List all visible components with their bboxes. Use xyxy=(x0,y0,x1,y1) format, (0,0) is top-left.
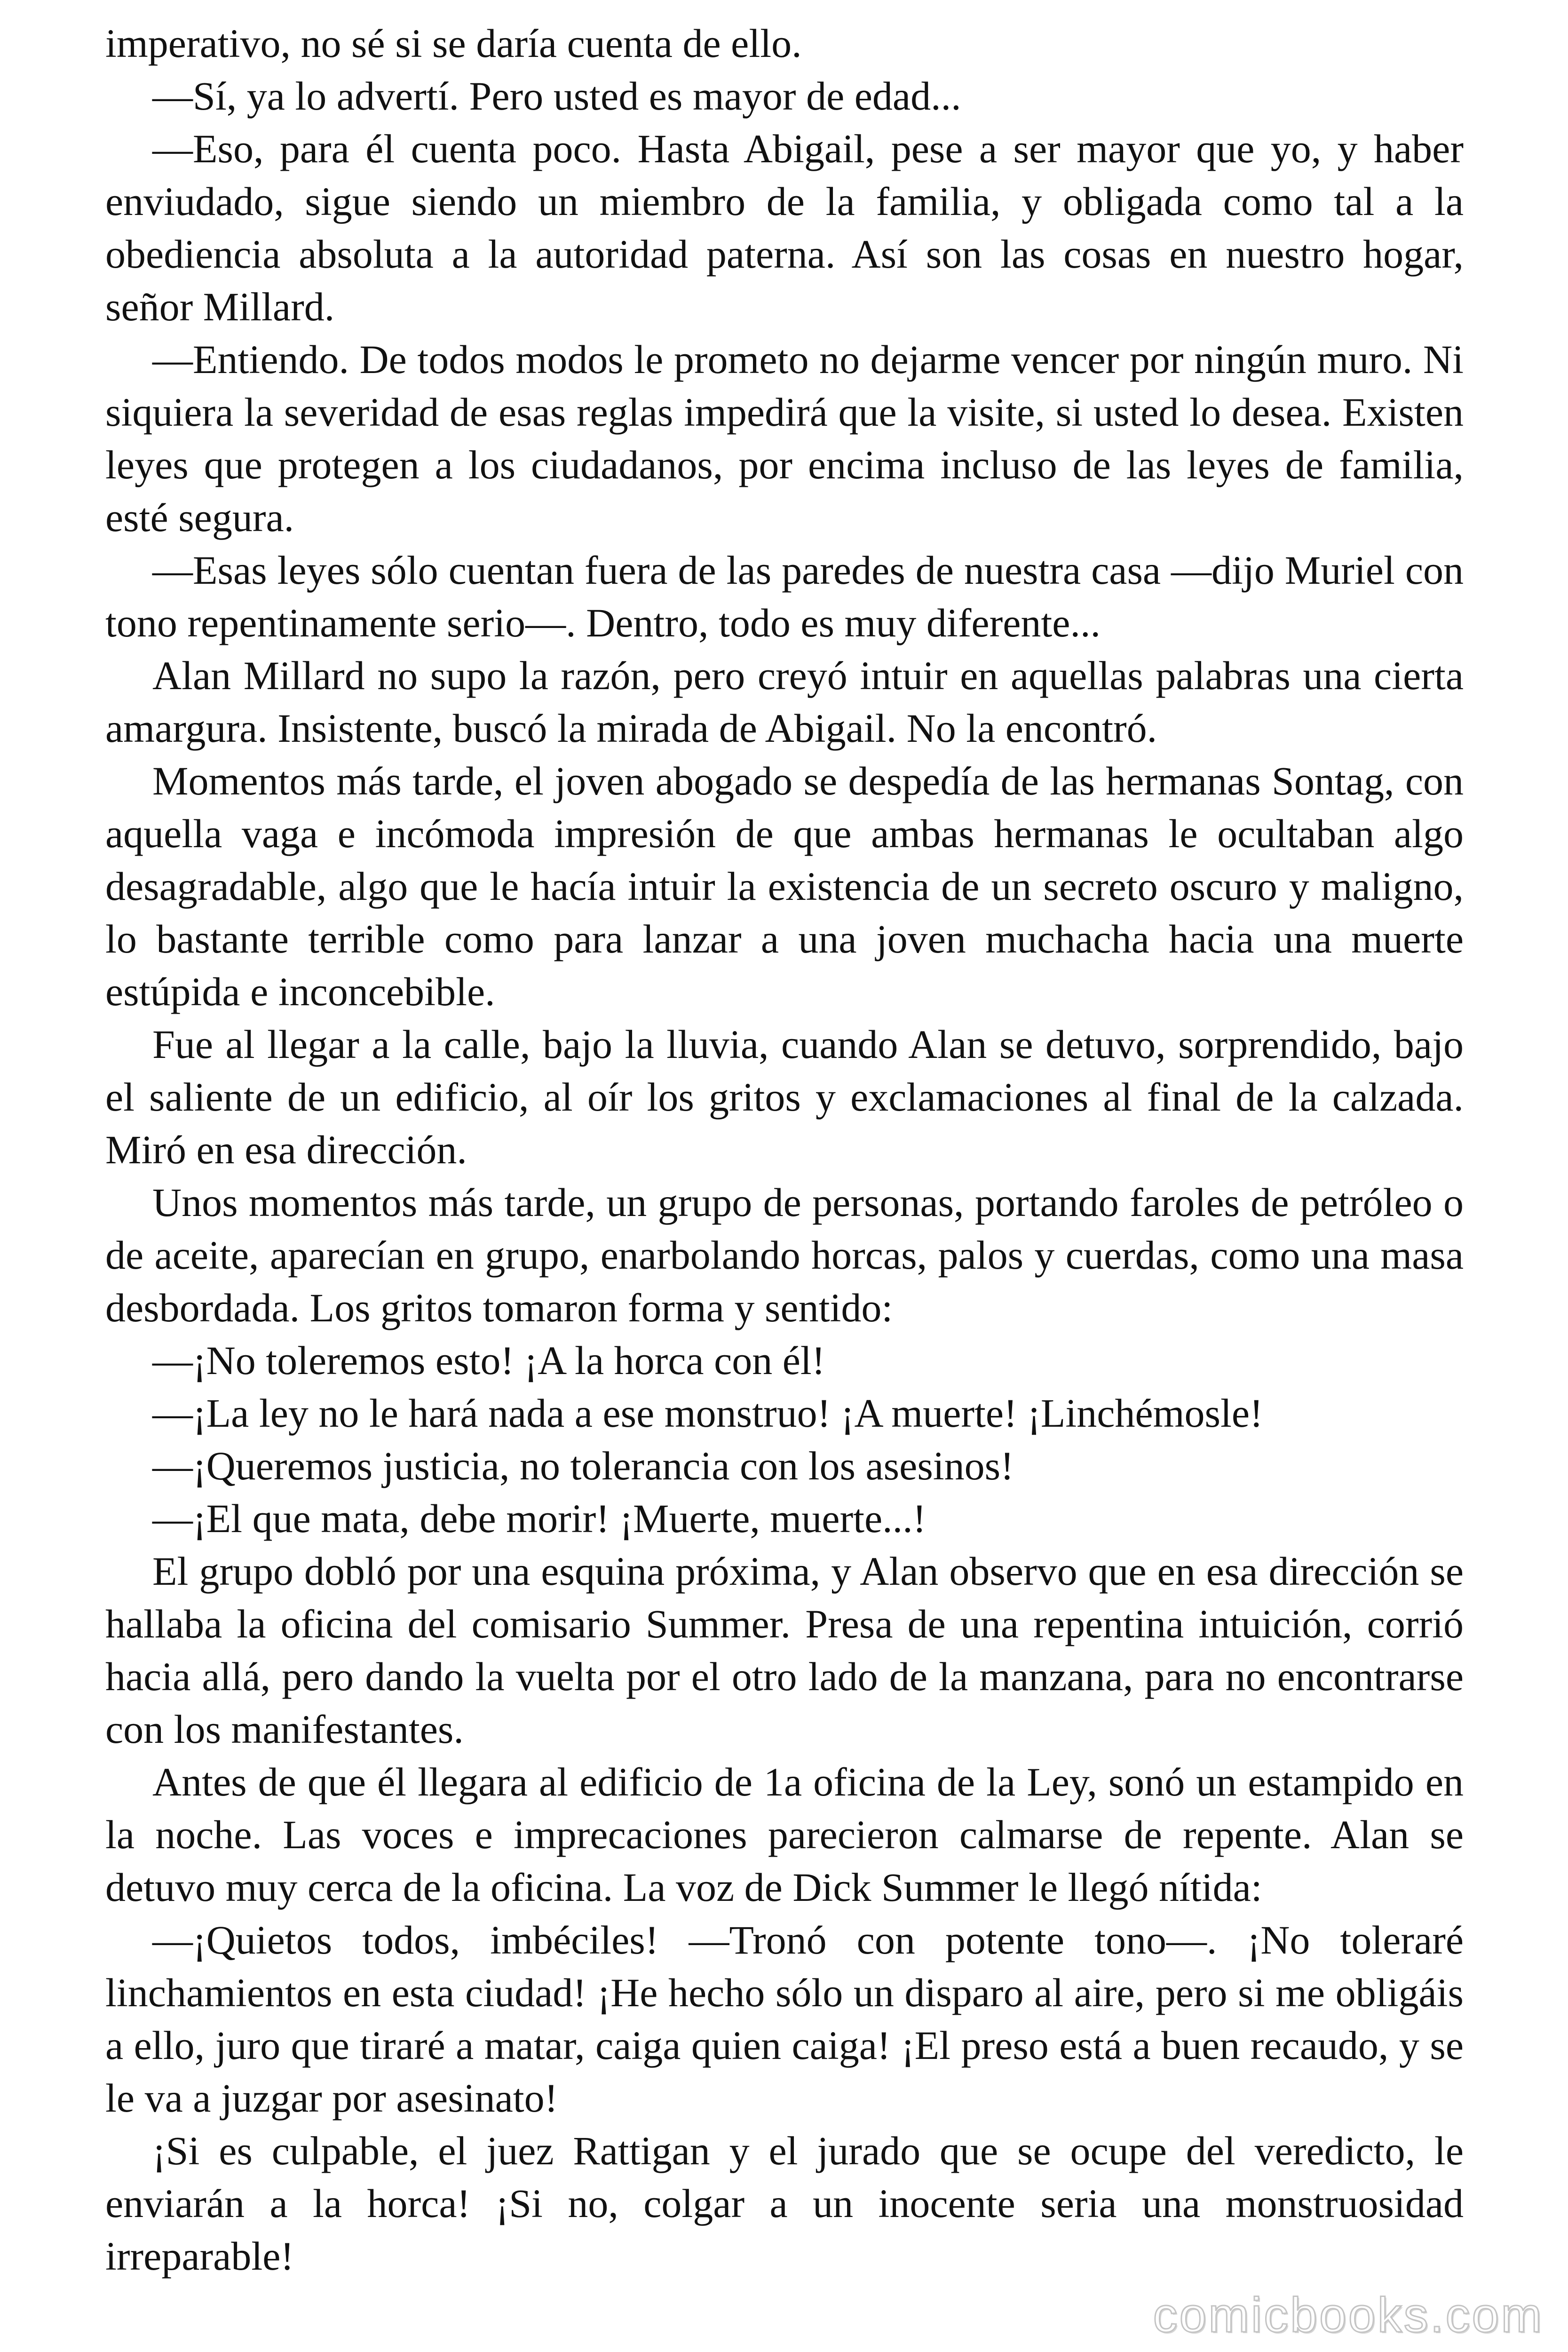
paragraph: —¡La ley no le hará nada a ese monstruo! ¡A muerte! ¡Linchémosle! xyxy=(152,1391,1263,1436)
paragraph: —¡No toleremos esto! ¡A la horca con él! xyxy=(152,1338,825,1383)
paragraph: —Sí, ya lo advertí. Pero usted es mayor de edad... xyxy=(152,73,961,119)
paragraph: Momentos más tarde, el joven abogado se despedía de las hermanas Sontag, con aquella vaga e incómoda impresión de que ambas hermanas le ocultaban algo desagradable, algo que le hacía intuir la existencia de un secreto oscuro y maligno, lo bastante terrible como para lanzar a una joven muchacha hacia una muerte estúpida e inconcebible. xyxy=(105,758,1464,1014)
page-text xyxy=(105,17,1464,2282)
paragraph: —¡Quietos todos, imbéciles! —Tronó con potente tono—. ¡No toleraré linchamientos en esta ciudad! ¡He hecho sólo un disparo al aire, pero si me obligáis a ello, juro que tiraré a matar, caiga quien caiga! ¡El preso está a buen recaudo, y se le va a juzgar por asesinato! xyxy=(105,1917,1464,2121)
paragraph: —Eso, para él cuenta poco. Hasta Abigail, pese a ser mayor que yo, y haber enviudado, sigue siendo un miembro de la familia, y obligada como tal a la obediencia absoluta a la autoridad paterna. Así son las cosas en nuestro hogar, señor Millard. xyxy=(105,126,1464,329)
paragraph: Antes de que él llegara al edificio de 1a oficina de la Ley, sonó un estampido en la noche. Las voces e imprecaciones parecieron calmarse de repente. Alan se detuvo muy cerca de la oficina. La voz de Dick Summer le llegó nítida: xyxy=(105,1759,1464,1910)
paragraph: Alan Millard no supo la razón, pero creyó intuir en aquellas palabras una cierta amargura. Insistente, buscó la mirada de Abigail. No la encontró. xyxy=(105,653,1464,751)
paragraph: —Entiendo. De todos modos le prometo no dejarme vencer por ningún muro. Ni siquiera la severidad de esas reglas impedirá que la visite, si usted lo desea. Existen leyes que protegen a los ciudadanos, por encima incluso de las leyes de familia, esté segura. xyxy=(105,337,1464,540)
watermark: comicbooks.com xyxy=(1153,2288,1544,2343)
paragraph: —¡Queremos justicia, no tolerancia con los asesinos! xyxy=(152,1443,1014,1488)
paragraph: —Esas leyes sólo cuentan fuera de las paredes de nuestra casa —dijo Muriel con tono repentinamente serio—. Dentro, todo es muy diferente... xyxy=(105,548,1464,645)
paragraph: imperativo, no sé si se daría cuenta de ello. xyxy=(105,21,802,66)
paragraph: —¡El que mata, debe morir! ¡Muerte, muerte...! xyxy=(152,1496,927,1541)
paragraph: Unos momentos más tarde, un grupo de personas, portando faroles de petróleo o de aceite, aparecían en grupo, enarbolando horcas, palos y cuerdas, como una masa desbordada. Los gritos tomaron forma y sentido: xyxy=(105,1180,1464,1330)
paragraph: Fue al llegar a la calle, bajo la lluvia, cuando Alan se detuvo, sorprendido, bajo el saliente de un edificio, al oír los gritos y exclamaciones al final de la calzada. Miró en esa dirección. xyxy=(105,1022,1464,1172)
paragraph: ¡Si es culpable, el juez Rattigan y el jurado que se ocupe del veredicto, le enviarán a la horca! ¡Si no, colgar a un inocente seria una monstruosidad irreparable! xyxy=(105,2128,1464,2279)
paragraph: El grupo dobló por una esquina próxima, y Alan observo que en esa dirección se hallaba la oficina del comisario Summer. Presa de una repentina intuición, corrió hacia allá, pero dando la vuelta por el otro lado de la manzana, para no encontrarse con los manifestantes. xyxy=(105,1549,1464,1752)
